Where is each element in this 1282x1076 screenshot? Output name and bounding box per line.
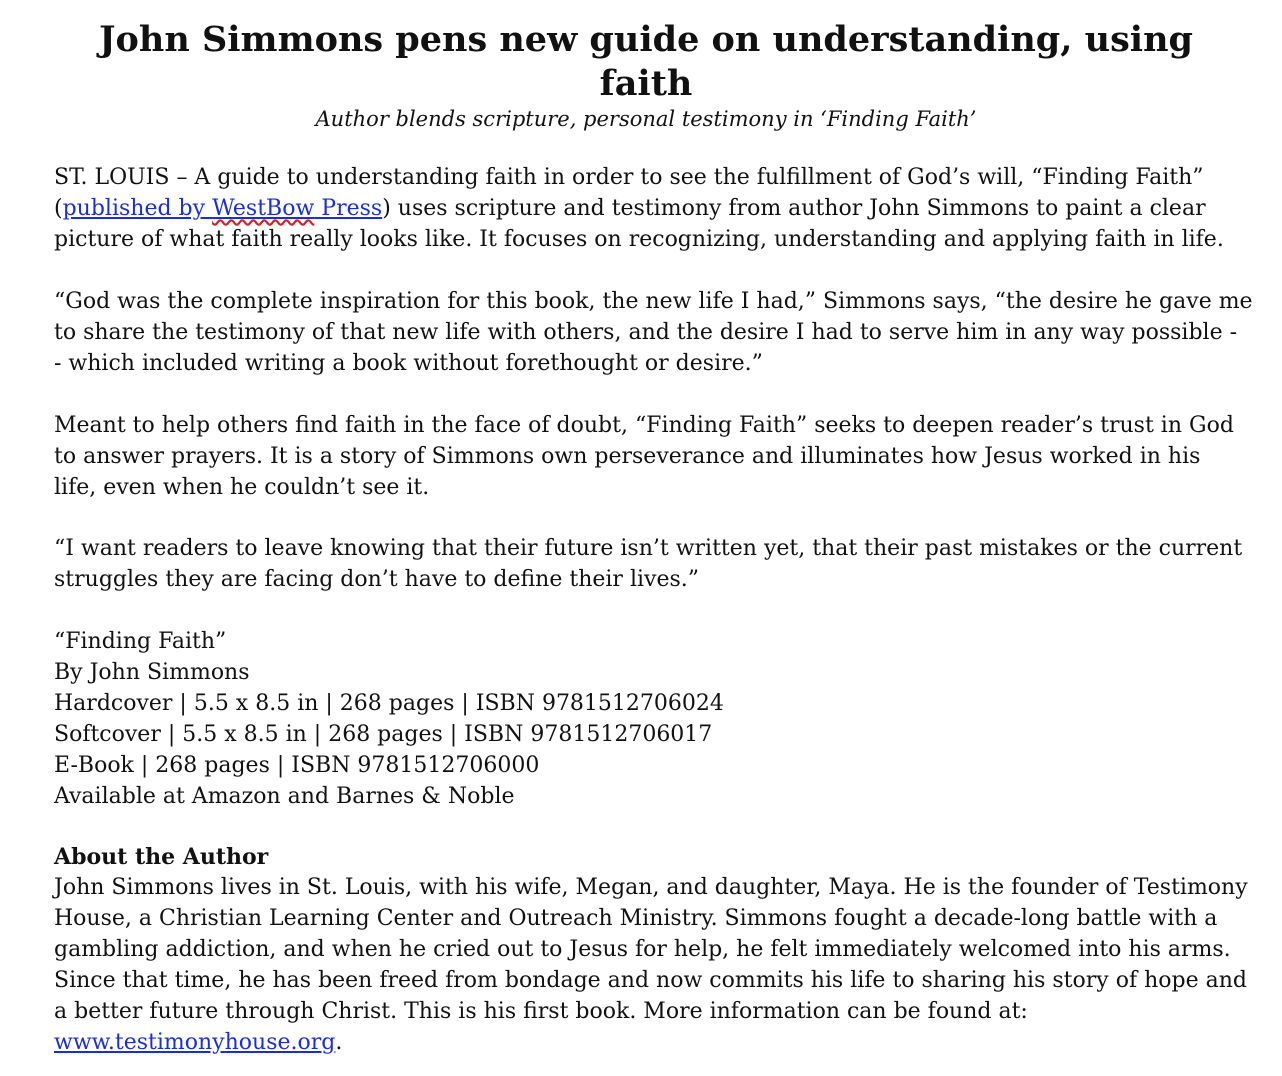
- article-subtitle: Author blends scripture, personal testimony in ‘Finding Faith’: [315, 107, 977, 131]
- publisher-link[interactable]: [63, 196, 383, 221]
- about-line-6: [54, 1027, 1254, 1058]
- book-hardcover: Hardcover | 5.5 x 8.5 in | 268 pages | ISBN 9781512706024: [54, 691, 724, 716]
- paragraph-quote-inspiration: [54, 286, 1254, 379]
- paragraph-intro-line-2-rest: ) uses scripture and testimony from author John Simmons to paint a clear: [382, 196, 1206, 221]
- article-title-line-2: faith: [599, 63, 693, 104]
- paragraph-readers-line-2: struggles they are facing don’t have to define their lives.”: [54, 567, 699, 592]
- about-heading: About the Author: [54, 844, 269, 870]
- paragraph-intro: [54, 162, 1254, 255]
- paragraph-purpose-line-3: life, even when he couldn’t see it.: [54, 475, 430, 500]
- book-availability: Available at Amazon and Barnes & Noble: [54, 784, 515, 809]
- book-info-block: [54, 626, 1254, 812]
- about-line-3: gambling addiction, and when he cried out to Jesus for help, he felt immediately welcomed into his arms.: [54, 937, 1231, 962]
- publisher-link-text-2: Press: [314, 196, 383, 221]
- paragraph-intro-line-3: picture of what faith really looks like. It focuses on recognizing, understanding and applying faith in life.: [54, 227, 1224, 252]
- about-line-5: a better future through Christ. This is his first book. More information can be found at:: [54, 999, 1028, 1024]
- website-trailing-period: .: [335, 1030, 343, 1055]
- paragraph-readers-line-1: “I want readers to leave knowing that their future isn’t written yet, that their past mistakes or the current: [54, 536, 1243, 561]
- book-title: “Finding Faith”: [54, 629, 227, 654]
- paragraph-quote-line-1: “God was the complete inspiration for this book, the new life I had,” Simmons says, “the desire he gave me: [54, 289, 1253, 314]
- paragraph-intro-line-1: ST. LOUIS – A guide to understanding faith in order to see the fulfillment of God’s will, “Finding Faith”: [54, 165, 1204, 190]
- website-link[interactable]: www.testimonyhouse.org: [54, 1030, 336, 1055]
- about-author-block: [54, 872, 1254, 1058]
- paragraph-quote-line-3: - which included writing a book without forethought or desire.”: [54, 351, 763, 376]
- publisher-link-westbow: WestBow: [212, 196, 315, 221]
- article-title-line-1: John Simmons pens new guide on understanding, using: [98, 19, 1194, 60]
- book-ebook: E-Book | 268 pages | ISBN 9781512706000: [54, 753, 540, 778]
- paragraph-purpose: [54, 410, 1254, 503]
- about-line-4: Since that time, he has been freed from bondage and now commits his life to sharing his story of hope and: [54, 968, 1247, 993]
- paragraph-quote-line-2: to share the testimony of that new life with others, and the desire I had to serve him in any way possible -: [54, 320, 1238, 345]
- paragraph-purpose-line-2: to answer prayers. It is a story of Simmons own perseverance and illuminates how Jesus worked in his: [54, 444, 1201, 469]
- open-paren: (: [54, 196, 63, 221]
- paragraph-quote-readers: [54, 533, 1254, 595]
- about-line-2: House, a Christian Learning Center and Outreach Ministry. Simmons fought a decade-long battle with a: [54, 906, 1218, 931]
- book-author: By John Simmons: [54, 660, 250, 685]
- article-title: [0, 18, 1282, 106]
- paragraph-purpose-line-1: Meant to help others find faith in the face of doubt, “Finding Faith” seeks to deepen reader’s trust in God: [54, 413, 1234, 438]
- book-softcover: Softcover | 5.5 x 8.5 in | 268 pages | ISBN 9781512706017: [54, 722, 713, 747]
- publisher-link-text-1: published by: [62, 196, 213, 221]
- about-line-1: John Simmons lives in St. Louis, with his wife, Megan, and daughter, Maya. He is the founder of Testimony: [54, 875, 1248, 900]
- paragraph-intro-line-2: [54, 193, 1254, 224]
